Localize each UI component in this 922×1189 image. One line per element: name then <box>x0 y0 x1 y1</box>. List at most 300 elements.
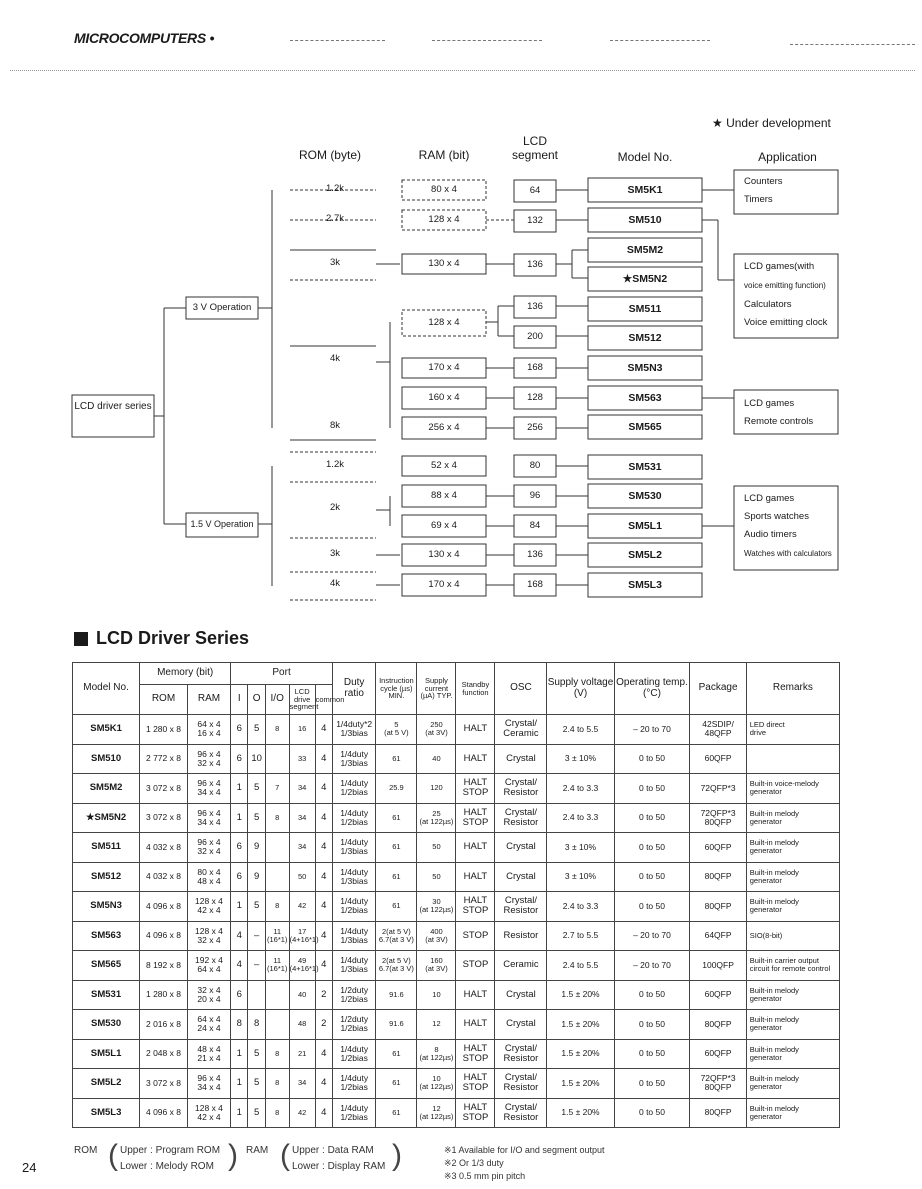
cell-standby <box>456 951 495 981</box>
cell-port-io: 8 <box>265 1069 289 1099</box>
cell-instruction-cycle <box>376 744 417 774</box>
cell-package-line: 80QFP <box>704 1018 732 1029</box>
ram-value: 170 x 4 <box>428 579 460 590</box>
rom-value: 3k <box>329 548 341 559</box>
cell-duty <box>332 1069 375 1099</box>
cell-remarks-line: Built-in melody <box>749 808 799 818</box>
cell-duty-line: 1/2bias <box>340 1082 368 1093</box>
cell-ram-line: 32 x 4 <box>197 934 221 945</box>
cell-supply-current <box>417 1098 456 1128</box>
rom-legend-label: ROM <box>74 1145 98 1156</box>
ram-value: 52 x 4 <box>431 460 457 471</box>
cell-remarks-line: Built-in melody <box>749 897 799 907</box>
cell-standby-line: HALT <box>463 1018 488 1030</box>
cell-model: SM565 <box>73 951 140 981</box>
cell-package-line: 100QFP <box>702 959 734 970</box>
cell-package <box>690 1039 746 1069</box>
cell-ram-line: 48 x 4 <box>197 1043 221 1054</box>
model-label: SM5L1 <box>628 520 662 532</box>
cell-osc-line: Crystal <box>506 988 536 1000</box>
cell-ram <box>187 951 230 981</box>
cell-standby <box>456 1039 495 1069</box>
cell-port-io: 8 <box>265 892 289 922</box>
cell-standby-line: HALT <box>463 895 488 907</box>
cell-supply-voltage: 3 ± 10% <box>547 744 614 774</box>
cell-instruction-cycle-line: 61 <box>392 901 401 911</box>
cell-duty-line: 1/4duty <box>340 896 369 907</box>
cell-lcd-common: 2 <box>315 1010 332 1040</box>
cell-duty-line: 1/4duty <box>340 748 369 759</box>
cell-instruction-cycle <box>376 1069 417 1099</box>
cell-ram <box>187 921 230 951</box>
cell-standby <box>456 744 495 774</box>
cell-temp: 0 to 50 <box>614 980 690 1010</box>
cell-model: SM5L2 <box>73 1069 140 1099</box>
cell-duty-line: 1/2bias <box>340 787 368 798</box>
cell-supply-current <box>417 921 456 951</box>
model-label: SM5M2 <box>626 244 664 256</box>
cell-osc <box>495 715 547 745</box>
cell-duty-line: 1/2bias <box>340 1023 368 1034</box>
cell-osc-line: Crystal/ <box>504 718 538 730</box>
cell-instruction-cycle <box>376 774 417 804</box>
cell-temp: 0 to 50 <box>614 1098 690 1128</box>
cell-instruction-cycle <box>376 715 417 745</box>
running-header <box>74 30 214 46</box>
cell-rom: 3 072 x 8 <box>140 774 188 804</box>
cell-port-io <box>265 833 289 863</box>
cell-supply-current-line: 250 <box>430 720 443 730</box>
ram-value: 130 x 4 <box>428 258 460 269</box>
cell-ram-line: 42 x 4 <box>197 1111 221 1122</box>
cell-instruction-cycle-line: 61 <box>392 871 401 881</box>
cell-osc-line: Crystal/ <box>504 806 538 818</box>
footnote-1: ※1 Available for I/O and segment output <box>444 1145 605 1155</box>
column-header-rom: ROM (byte) <box>298 148 361 162</box>
model-label: SM5L2 <box>628 549 662 561</box>
cell-temp: 0 to 50 <box>614 1069 690 1099</box>
cell-standby-line: STOP <box>462 1052 489 1064</box>
cell-lcd-segment: 34 <box>289 833 315 863</box>
ram-bracket-left: ( <box>280 1139 290 1172</box>
cell-port-o <box>248 980 265 1010</box>
model-label: SM510 <box>628 214 662 226</box>
cell-osc <box>495 1069 547 1099</box>
cell-standby <box>456 921 495 951</box>
application-item: Voice emitting clock <box>744 317 828 328</box>
cell-package <box>690 744 746 774</box>
cell-supply-current <box>417 862 456 892</box>
header-rule <box>432 40 542 41</box>
cell-ram <box>187 803 230 833</box>
cell-package-line: 60QFP <box>704 1048 732 1059</box>
cell-lcd-common: 4 <box>315 803 332 833</box>
cell-remarks-line: generator <box>749 787 782 797</box>
cell-package <box>690 1010 746 1040</box>
cell-ram-line: 64 x 4 <box>197 1014 221 1025</box>
cell-lcd-segment: 42 <box>289 1098 315 1128</box>
cell-osc-line: Resistor <box>503 787 539 799</box>
cell-package-line: 80QFP <box>704 1107 732 1118</box>
cell-remarks-line: Built-in melody <box>749 985 799 995</box>
cell-duty-line: 1/2bias <box>340 1052 368 1063</box>
cell-duty-line: 1/3bias <box>340 846 368 857</box>
cell-standby-line: STOP <box>462 959 489 971</box>
cell-remarks-line: Built-in melody <box>749 867 799 877</box>
cell-supply-voltage: 1.5 ± 20% <box>547 1069 614 1099</box>
cell-supply-current-line: (at 122µs) <box>419 1082 454 1092</box>
cell-remarks-line: generator <box>749 1023 782 1033</box>
cell-supply-current-line: 25 <box>432 808 441 818</box>
table-row <box>73 951 840 981</box>
table-row <box>73 1039 840 1069</box>
cell-supply-voltage: 1.5 ± 20% <box>547 1010 614 1040</box>
cell-supply-voltage: 2.4 to 5.5 <box>547 715 614 745</box>
cell-rom: 8 192 x 8 <box>140 951 188 981</box>
cell-model: SM5K1 <box>73 715 140 745</box>
cell-port-io: 11 (16*1) <box>265 951 289 981</box>
footnote-3: ※3 0.5 mm pin pitch <box>444 1171 526 1181</box>
application-item: Sports watches <box>744 511 809 522</box>
ram-legend-upper: Upper : Data RAM <box>292 1145 374 1156</box>
ram-legend-lower: Lower : Display RAM <box>292 1161 386 1172</box>
cell-package <box>690 1069 746 1099</box>
cell-remarks-line: generator <box>749 846 782 856</box>
cell-supply-current <box>417 951 456 981</box>
cell-duty <box>332 892 375 922</box>
cell-model: SM510 <box>73 744 140 774</box>
cell-duty-line: 1/4duty <box>340 1073 369 1084</box>
cell-supply-voltage: 2.4 to 3.3 <box>547 892 614 922</box>
cell-osc-line: Resistor <box>503 905 539 917</box>
cell-port-io <box>265 744 289 774</box>
cell-ram <box>187 744 230 774</box>
cell-package-line: 80QFP <box>704 871 732 882</box>
table-row <box>73 862 840 892</box>
cell-instruction-cycle-line: 61 <box>392 812 401 822</box>
th-segment: segment <box>289 702 319 712</box>
cell-port-o: 5 <box>248 715 265 745</box>
cell-ram-line: 96 x 4 <box>197 837 221 848</box>
cell-package-line: 72QFP*3 <box>700 807 736 818</box>
application-item: voice emitting function) <box>744 281 826 290</box>
cell-standby-line: HALT <box>463 806 488 818</box>
cell-remarks-line: Built-in melody <box>749 1103 799 1113</box>
cell-ram-line: 16 x 4 <box>197 728 221 739</box>
application-item: LCD games(with <box>744 261 815 272</box>
cell-osc-line: Resistor <box>503 816 539 828</box>
cell-osc-line: Resistor <box>503 1052 539 1064</box>
th-port-io: I/O <box>265 685 289 715</box>
cell-supply-voltage: 3 ± 10% <box>547 862 614 892</box>
ram-value: 170 x 4 <box>428 362 460 373</box>
cell-remarks-line: generator <box>749 875 782 885</box>
cell-package <box>690 862 746 892</box>
ram-value: 88 x 4 <box>431 490 457 501</box>
cell-instruction-cycle-line: 25.9 <box>389 783 404 793</box>
cell-rom: 1 280 x 8 <box>140 715 188 745</box>
th-package: Package <box>690 663 746 715</box>
cell-ram-line: 34 x 4 <box>197 787 221 798</box>
cell-standby-line: STOP <box>462 1111 489 1123</box>
spec-table <box>72 662 840 1128</box>
cell-instruction-cycle <box>376 1010 417 1040</box>
cell-remarks-line: Built-in carrier output <box>749 956 819 966</box>
cell-instruction-cycle-line: 2(at 5 V) <box>382 956 411 966</box>
th-supply-current: Supply current (µA) TYP. <box>417 663 456 715</box>
cell-port-o: 5 <box>248 892 265 922</box>
cell-osc <box>495 862 547 892</box>
cell-port-o: 5 <box>248 774 265 804</box>
cell-instruction-cycle-line: 61 <box>392 1078 401 1088</box>
cell-model: SM5L3 <box>73 1098 140 1128</box>
lineup-diagram <box>0 110 922 620</box>
cell-standby-line: HALT <box>463 870 488 882</box>
rom-value: 4k <box>329 353 341 364</box>
cell-package <box>690 980 746 1010</box>
cell-port-io: 8 <box>265 803 289 833</box>
table-row <box>73 1010 840 1040</box>
cell-remarks-line: SIO(8-bit) <box>749 930 783 940</box>
th-rom: ROM <box>140 685 188 715</box>
cell-osc-line: Crystal <box>506 752 536 764</box>
rom-value: 1.2k <box>326 183 344 194</box>
cell-rom: 1 280 x 8 <box>140 980 188 1010</box>
cell-temp: 0 to 50 <box>614 862 690 892</box>
heading-square-icon <box>74 632 88 646</box>
cell-remarks <box>746 833 839 863</box>
cell-package-line: 60QFP <box>704 753 732 764</box>
cell-supply-voltage: 1.5 ± 20% <box>547 1039 614 1069</box>
cell-package <box>690 715 746 745</box>
cell-port-io <box>265 1010 289 1040</box>
cell-ram-line: 192 x 4 <box>195 955 223 966</box>
table-row <box>73 980 840 1010</box>
legend-under-development: ★ Under development <box>712 116 831 130</box>
cell-instruction-cycle-line: 6.7(at 3 V) <box>378 964 414 974</box>
lcd-value: 136 <box>527 549 543 560</box>
model-label: SM531 <box>628 461 662 473</box>
lcd-value: 136 <box>527 259 543 270</box>
cell-port-i: 4 <box>231 921 248 951</box>
cell-duty <box>332 774 375 804</box>
model-label: SM5L3 <box>628 579 662 591</box>
column-header-ram: RAM (bit) <box>418 148 470 162</box>
branch-3v: 3 V Operation <box>192 302 252 313</box>
lcd-value: 168 <box>527 579 543 590</box>
branch-15v: 1.5 V Operation <box>190 519 254 529</box>
cell-osc <box>495 1039 547 1069</box>
th-duty: Duty ratio <box>332 663 375 715</box>
cell-model: SM563 <box>73 921 140 951</box>
cell-osc-line: Crystal <box>506 841 536 853</box>
application-item: Counters <box>744 176 783 187</box>
cell-remarks-line: generator <box>749 905 782 915</box>
cell-port-o: 5 <box>248 1098 265 1128</box>
cell-supply-current <box>417 803 456 833</box>
cell-osc <box>495 1010 547 1040</box>
section-title: LCD Driver Series <box>96 628 250 648</box>
cell-instruction-cycle <box>376 921 417 951</box>
cell-remarks-line: drive <box>749 728 766 738</box>
lcd-value: 136 <box>527 301 543 312</box>
cell-standby-line: STOP <box>462 816 489 828</box>
cell-port-o: 9 <box>248 862 265 892</box>
rom-bracket-left: ( <box>108 1139 118 1172</box>
cell-duty-line: 1/4duty <box>340 1043 369 1054</box>
cell-supply-voltage: 2.4 to 5.5 <box>547 951 614 981</box>
cell-model: SM511 <box>73 833 140 863</box>
cell-duty <box>332 921 375 951</box>
cell-supply-current-line: (at 122µs) <box>419 1052 454 1062</box>
cell-temp: 0 to 50 <box>614 1010 690 1040</box>
cell-duty <box>332 862 375 892</box>
cell-supply-current-line: (at 122µs) <box>419 816 454 826</box>
cell-supply-current-line: 12 <box>432 1103 441 1113</box>
cell-osc-line: Crystal <box>506 870 536 882</box>
header-title: MICROCOMPUTERS <box>74 30 206 46</box>
cell-supply-current <box>417 715 456 745</box>
cell-duty <box>332 1098 375 1128</box>
cell-port-o: 9 <box>248 833 265 863</box>
cell-port-io <box>265 862 289 892</box>
cell-ram <box>187 980 230 1010</box>
cell-osc-line: Resistor <box>503 1082 539 1094</box>
cell-supply-current-line: 160 <box>430 956 443 966</box>
cell-ram <box>187 1098 230 1128</box>
cell-instruction-cycle <box>376 833 417 863</box>
cell-rom: 4 032 x 8 <box>140 833 188 863</box>
cell-duty-line: 1/4duty*2 <box>336 719 373 730</box>
cell-supply-current <box>417 774 456 804</box>
table-row <box>73 1069 840 1099</box>
cell-supply-current-line: 12 <box>432 1019 441 1029</box>
cell-port-io: 7 <box>265 774 289 804</box>
cell-ram-line: 34 x 4 <box>197 1082 221 1093</box>
cell-ram <box>187 1069 230 1099</box>
cell-supply-current <box>417 1010 456 1040</box>
cell-instruction-cycle-line: 61 <box>392 842 401 852</box>
cell-duty-line: 1/3bias <box>340 757 368 768</box>
cell-remarks <box>746 1039 839 1069</box>
header-divider <box>10 70 915 71</box>
cell-ram-line: 24 x 4 <box>197 1023 221 1034</box>
cell-port-i: 1 <box>231 892 248 922</box>
cell-ram-line: 42 x 4 <box>197 905 221 916</box>
cell-standby <box>456 1098 495 1128</box>
cell-lcd-common: 2 <box>315 980 332 1010</box>
cell-remarks-line: generator <box>749 993 782 1003</box>
application-item: Audio timers <box>744 529 797 540</box>
cell-instruction-cycle-line: 91.6 <box>389 1019 404 1029</box>
page-number: 24 <box>22 1160 37 1175</box>
cell-port-io: 8 <box>265 715 289 745</box>
cell-port-o: 5 <box>248 1069 265 1099</box>
cell-rom: 4 096 x 8 <box>140 892 188 922</box>
cell-standby-line: STOP <box>462 787 489 799</box>
cell-standby-line: STOP <box>462 905 489 917</box>
table-row <box>73 892 840 922</box>
cell-duty-line: 1/4duty <box>340 1102 369 1113</box>
cell-remarks-line: generator <box>749 1111 782 1121</box>
th-memory: Memory (bit) <box>140 663 231 685</box>
cell-temp: – 20 to 70 <box>614 715 690 745</box>
cell-remarks-line: LED direct <box>749 720 785 730</box>
column-header-lcd: LCD segment <box>511 134 559 162</box>
cell-port-i: 6 <box>231 833 248 863</box>
cell-ram-line: 80 x 4 <box>197 866 221 877</box>
table-row <box>73 921 840 951</box>
cell-duty-line: 1/4duty <box>340 925 369 936</box>
th-standby: Standby function <box>456 663 495 715</box>
cell-port-o: 10 <box>248 744 265 774</box>
cell-standby-line: STOP <box>462 929 489 941</box>
cell-port-i: 6 <box>231 744 248 774</box>
cell-osc-line: Crystal <box>506 1018 536 1030</box>
cell-lcd-common: 4 <box>315 862 332 892</box>
lcd-value: 256 <box>527 422 543 433</box>
cell-package-line: 72QFP*3 <box>700 782 736 793</box>
rom-value: 3k <box>329 257 341 268</box>
cell-lcd-common: 4 <box>315 744 332 774</box>
cell-port-i: 1 <box>231 774 248 804</box>
cell-ram <box>187 892 230 922</box>
cell-ram-line: 96 x 4 <box>197 748 221 759</box>
cell-port-o: – <box>248 951 265 981</box>
cell-osc <box>495 921 547 951</box>
cell-remarks-line: Built-in voice-melody <box>749 779 819 789</box>
cell-supply-voltage: 1.5 ± 20% <box>547 980 614 1010</box>
cell-ram-line: 32 x 4 <box>197 846 221 857</box>
th-port-o: O <box>248 685 265 715</box>
cell-remarks-line: circuit for remote control <box>749 964 831 974</box>
cell-supply-current-line: 30 <box>432 897 441 907</box>
cell-duty-line: 1/2bias <box>340 905 368 916</box>
cell-ram <box>187 862 230 892</box>
cell-model: SM5M2 <box>73 774 140 804</box>
table-row <box>73 833 840 863</box>
lcd-value: 96 <box>529 490 541 501</box>
cell-port-o: 5 <box>248 1039 265 1069</box>
cell-ram-line: 21 x 4 <box>197 1052 221 1063</box>
cell-remarks <box>746 980 839 1010</box>
model-label: ★SM5N2 <box>622 273 668 285</box>
table-row <box>73 774 840 804</box>
cell-remarks <box>746 803 839 833</box>
model-label: SM563 <box>628 392 662 404</box>
cell-supply-current-line: (at 122µs) <box>419 905 454 915</box>
cell-lcd-common: 4 <box>315 892 332 922</box>
cell-duty <box>332 715 375 745</box>
cell-port-i: 4 <box>231 951 248 981</box>
cell-rom: 2 016 x 8 <box>140 1010 188 1040</box>
cell-supply-current-line: 10 <box>432 1074 441 1084</box>
cell-port-o: – <box>248 921 265 951</box>
cell-osc-line: Resistor <box>503 929 539 941</box>
ram-legend-label: RAM <box>246 1145 269 1156</box>
rom-value: 1.2k <box>326 459 344 470</box>
cell-supply-current-line: (at 3V) <box>425 934 448 944</box>
cell-ram-line: 32 x 4 <box>197 984 221 995</box>
cell-supply-current <box>417 980 456 1010</box>
lcd-value: 200 <box>527 331 543 342</box>
cell-port-i: 1 <box>231 1069 248 1099</box>
cell-remarks-line: generator <box>749 1082 782 1092</box>
cell-duty <box>332 1010 375 1040</box>
cell-osc <box>495 803 547 833</box>
cell-duty-line: 1/4duty <box>340 807 369 818</box>
cell-standby-line: HALT <box>463 752 488 764</box>
